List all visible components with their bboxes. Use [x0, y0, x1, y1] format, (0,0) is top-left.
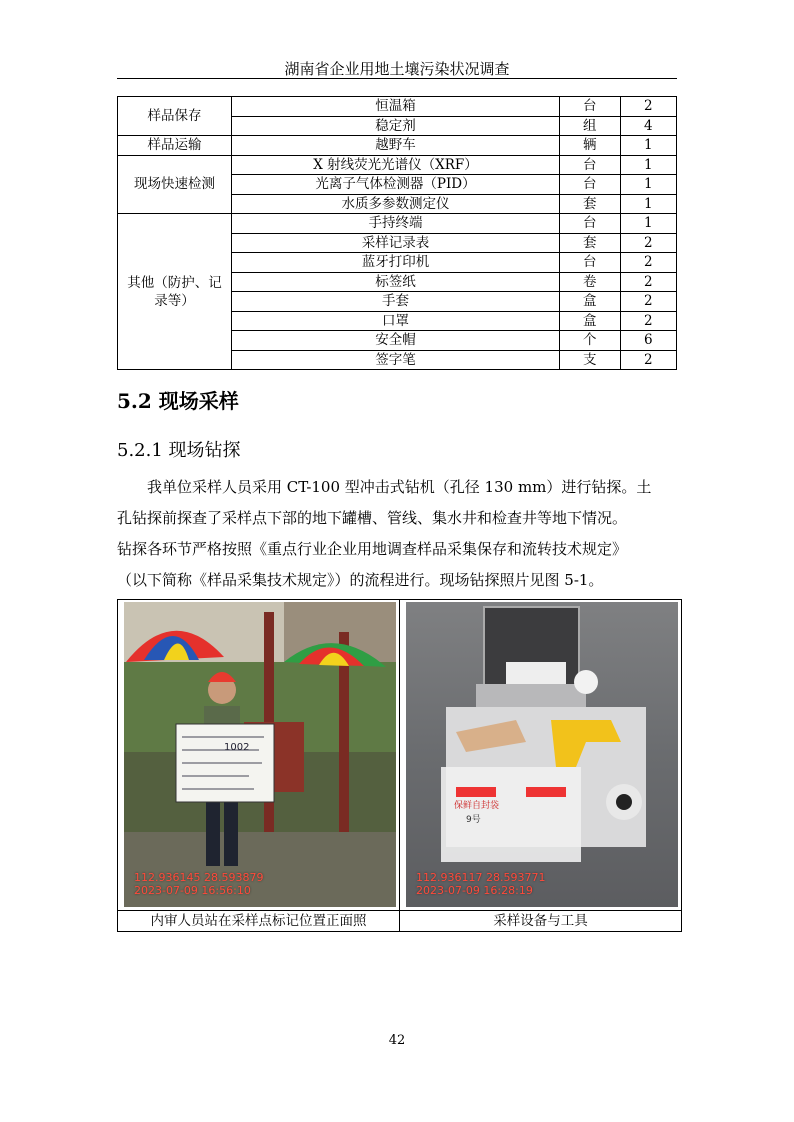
item-name-cell: 手持终端 [232, 214, 560, 234]
item-qty-cell: 2 [620, 253, 677, 273]
page-number: 42 [388, 1033, 406, 1048]
item-name-cell: 采样记录表 [232, 233, 560, 253]
item-name-cell: 手套 [232, 292, 560, 312]
photo-cell-left [118, 600, 400, 911]
item-qty-cell: 4 [620, 116, 677, 136]
subsection-heading: 5.2.1 现场钻探 [117, 440, 241, 461]
item-name-cell: 越野车 [232, 136, 560, 156]
table-row [118, 97, 677, 117]
item-qty-cell: 6 [620, 331, 677, 351]
item-qty-cell: 2 [620, 292, 677, 312]
photo-cell-right [400, 600, 682, 911]
table-row [118, 155, 677, 175]
photo-watermark [134, 871, 263, 897]
bag-size: 9号 [466, 815, 481, 825]
photo-watermark [416, 871, 545, 897]
item-qty-cell: 1 [620, 155, 677, 175]
item-qty-cell: 2 [620, 97, 677, 117]
item-name-cell: 口罩 [232, 311, 560, 331]
photo-caption-right: 采样设备与工具 [400, 911, 682, 932]
bag-label: 保鲜自封袋 [454, 801, 500, 811]
item-qty-cell: 1 [620, 214, 677, 234]
item-name-cell: 稳定剂 [232, 116, 560, 136]
item-name-cell: X 射线荧光光谱仪（XRF） [232, 155, 560, 175]
category-cell [118, 214, 232, 370]
category-line: 录等） [154, 292, 195, 309]
photo-caption-left: 内审人员站在采样点标记位置正面照 [118, 911, 400, 932]
item-name-cell: 安全帽 [232, 331, 560, 351]
item-name-cell: 恒温箱 [232, 97, 560, 117]
equipment-illustration [406, 602, 678, 907]
item-unit-cell: 支 [560, 350, 620, 370]
item-unit-cell: 台 [560, 97, 620, 117]
category-cell: 样品保存 [118, 97, 232, 136]
item-qty-cell: 2 [620, 272, 677, 292]
paragraph-line: 孔钻探前探查了采样点下部的地下罐槽、管线、集水井和检查井等地下情况。 [117, 509, 628, 527]
item-unit-cell: 组 [560, 116, 620, 136]
item-unit-cell: 台 [560, 155, 620, 175]
equipment-photo [406, 602, 678, 907]
item-qty-cell: 2 [620, 350, 677, 370]
item-name-cell: 标签纸 [232, 272, 560, 292]
paragraph-line: 我单位采样人员采用 CT-100 型冲击式钻机（孔径 130 mm）进行钻探。土 [147, 478, 652, 496]
section-heading: 5.2 现场采样 [117, 389, 239, 413]
item-name-cell: 水质多参数测定仪 [232, 194, 560, 214]
item-unit-cell: 台 [560, 214, 620, 234]
photo-datetime: 2023-07-09 16:28:19 [416, 884, 533, 897]
photo-coords: 112.936117 28.593771 [416, 871, 546, 884]
item-unit-cell: 套 [560, 233, 620, 253]
photo-datetime: 2023-07-09 16:56:10 [134, 884, 251, 897]
category-cell: 样品运输 [118, 136, 232, 156]
category-line: 其他（防护、记 [127, 274, 222, 291]
category-cell: 现场快速检测 [118, 155, 232, 214]
page-header-title: 湖南省企业用地土壤污染状况调查 [284, 60, 510, 78]
item-unit-cell: 台 [560, 175, 620, 195]
drilling-site-photo [124, 602, 396, 907]
item-unit-cell: 盒 [560, 311, 620, 331]
item-qty-cell: 1 [620, 175, 677, 195]
equipment-table [117, 96, 677, 370]
item-unit-cell: 盒 [560, 292, 620, 312]
item-unit-cell: 卷 [560, 272, 620, 292]
item-unit-cell: 个 [560, 331, 620, 351]
item-qty-cell: 1 [620, 136, 677, 156]
drilling-site-illustration [124, 602, 396, 907]
item-name-cell: 光离子气体检测器（PID） [232, 175, 560, 195]
item-qty-cell: 2 [620, 233, 677, 253]
item-name-cell: 签字笔 [232, 350, 560, 370]
board-number: 1002 [224, 742, 250, 753]
photo-figure-table [117, 599, 682, 932]
item-qty-cell: 1 [620, 194, 677, 214]
item-unit-cell: 台 [560, 253, 620, 273]
item-unit-cell: 套 [560, 194, 620, 214]
header-rule [117, 78, 677, 79]
item-unit-cell: 辆 [560, 136, 620, 156]
photo-coords: 112.936145 28.593879 [134, 871, 264, 884]
item-qty-cell: 2 [620, 311, 677, 331]
item-name-cell: 蓝牙打印机 [232, 253, 560, 273]
table-row [118, 214, 677, 234]
table-row [118, 136, 677, 156]
paragraph-line: 钻探各环节严格按照《重点行业企业用地调查样品采集保存和流转技术规定》 [117, 540, 628, 558]
body-paragraph [117, 472, 677, 596]
paragraph-line: （以下简称《样品采集技术规定》）的流程进行。现场钻探照片见图 5-1。 [117, 571, 604, 589]
